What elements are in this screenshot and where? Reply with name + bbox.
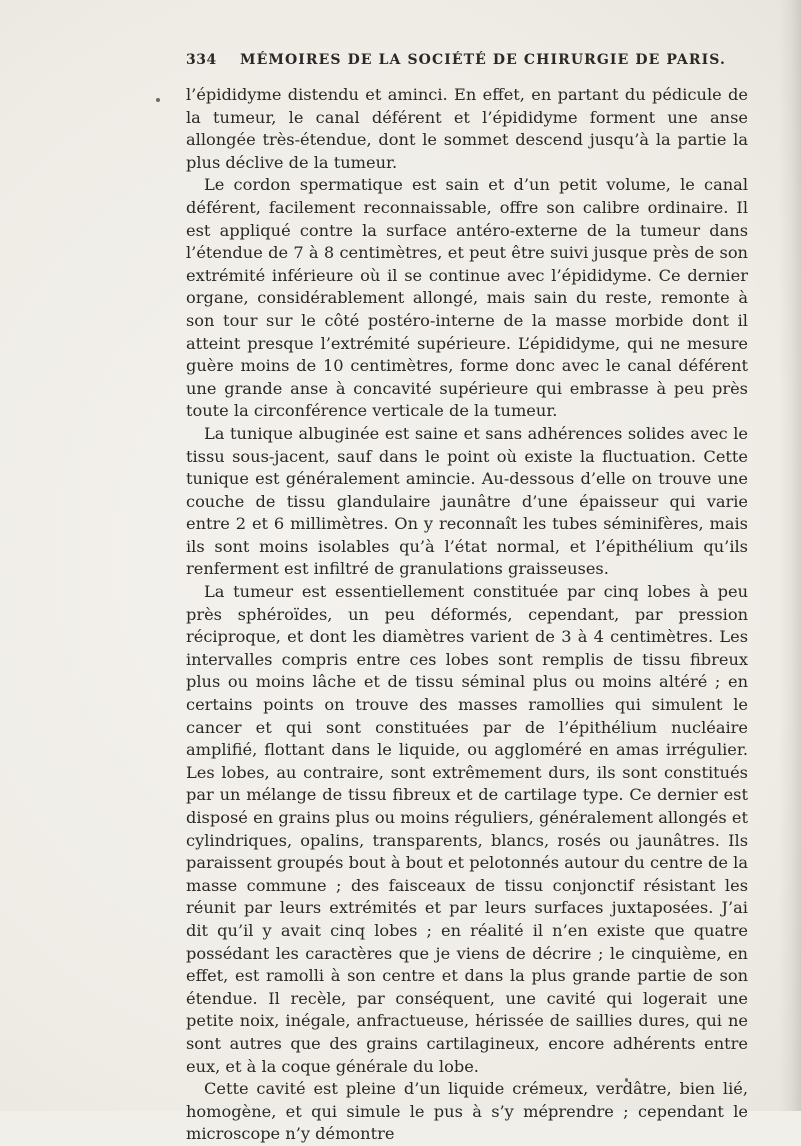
page-number: 334 [186,52,217,68]
paragraph: La tunique albuginée est saine et sans adhérences solides avec le tissu sous-jacent, sauf dans le point où existe la fluctuation. Cette tunique est généralement amincie. Au-dessous d’elle on trouve une couche de tissu glandulaire jaunâtre d’une épaisseur qui varie entre 2 et 6 millimètres. On y reconnaît les tubes séminifères, mais ils sont moins isolables qu’à l’état normal, et l’épithélium qu’ils renferment est infiltré de granulations graisseuses. [186,423,748,579]
page-header [186,52,746,72]
paragraph: Le cordon spermatique est sain et d’un petit volume, le canal déférent, facilement reconnaissable, offre son calibre ordinaire. Il est appliqué contre la surface antéro-externe de la tumeur dans l’étendue de 7 à 8 centimètres, et peut être suivi jusque près de son extrémité inférieure où il se continue avec l’épididyme. Ce dernier organe, considérablement allongé, mais sain du reste, remonte à son tour sur le côté postéro-interne de la masse morbide dont il atteint presque l’extrémité supérieure. L’épididyme, qui ne mesure guère moins de 10 centimètres, forme donc avec le canal déférent une grande anse à concavité supérieure qui embrasse à peu près toute la circonférence verticale de la tumeur. [186,175,748,421]
body-text [186,84,748,1146]
running-title: MÉMOIRES DE LA SOCIÉTÉ DE CHIRURGIE DE PARIS. [240,52,726,68]
paragraph: l’épididyme distendu et aminci. En effet, en partant du pédicule de la tumeur, le canal déférent et l’épididyme forment une anse allongée très-étendue, dont le sommet descend jusqu’à la partie la plus déclive de la tumeur. [186,85,748,172]
paragraph: La tumeur est essentiellement constituée par cinq lobes à peu près sphéroïdes, un peu déformés, cependant, par pression réciproque, et dont les diamètres varient de 3 à 4 centimètres. Les intervalles compris entre ces lobes sont remplis de tissu fibreux plus ou moins lâche et de tissu séminal plus ou moins altéré ; en certains points on trouve des masses ramollies qui simulent le cancer et qui sont constituées par de l’épithélium nucléaire amplifié, flottant dans le liquide, ou aggloméré en amas irrégulier. Les lobes, au contraire, sont extrêmement durs, ils sont constitués par un mélange de tissu fibreux et de cartilage type. Ce dernier est disposé en grains plus ou moins réguliers, généralement allongés et cylindriques, opalins, transparents, blancs, rosés ou jaunâtres. Ils paraissent groupés bout à bout et pelotonnés autour du centre de la masse commune ; des faisceaux de tissu conjonctif résistant les réunit par leurs extrémités et par leurs surfaces juxtaposées. J’ai dit qu’il y avait cinq lobes ; en réalité il n’en existe que quatre possédant les caractères que je viens de décrire ; le cinquième, en effet, est ramolli à son centre et dans la plus grande partie de son étendue. Il recèle, par conséquent, une cavité qui logerait une petite noix, inégale, anfractueuse, hérissée de saillies dures, qui ne sont autres que des grains cartilagineux, encore adhérents entre eux, et à la coque générale du lobe. [186,582,748,1076]
print-speck [156,98,160,102]
page-edge-shadow [779,0,801,1111]
paragraph: Cette cavité est pleine d’un liquide crémeux, verdâtre, bien lié, homogène, et qui simule le pus à s’y méprendre ; cependant le microscope n’y démontre [186,1079,748,1144]
